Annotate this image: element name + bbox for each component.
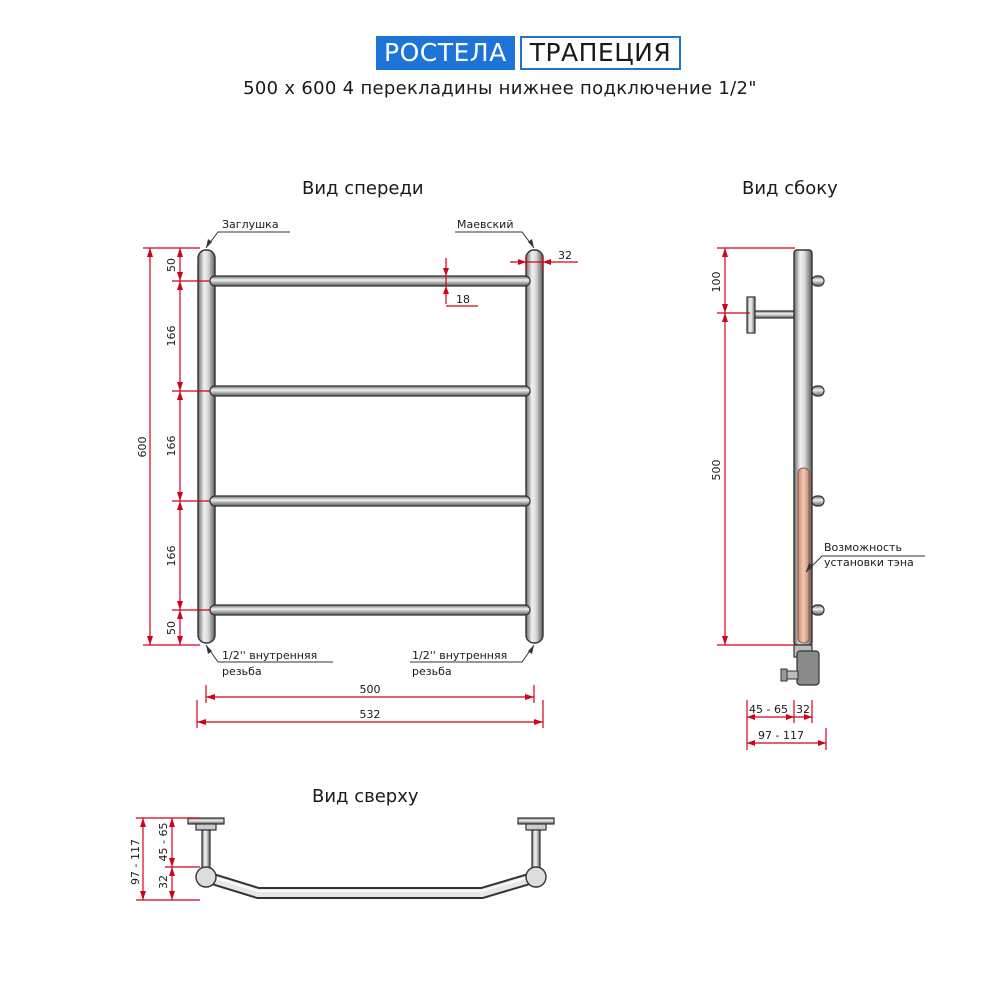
front-view bbox=[136, 218, 578, 728]
dim-total-height: 600 bbox=[136, 436, 149, 458]
dim-side-main: 500 bbox=[710, 459, 723, 481]
rung-3 bbox=[210, 496, 530, 506]
dim-spacing-3: 166 bbox=[165, 545, 178, 567]
label-thread-left-2: резьба bbox=[222, 665, 262, 678]
side-wall-mount bbox=[747, 297, 755, 333]
label-thread-right-1: 1/2'' внутренняя bbox=[412, 649, 508, 662]
rung-1 bbox=[210, 276, 530, 286]
dim-side-wall-gap: 45 - 65 bbox=[749, 703, 788, 716]
dim-side-total-depth: 97 - 117 bbox=[758, 729, 804, 742]
dim-bottom-offset: 50 bbox=[165, 621, 178, 635]
dim-top-total-depth: 97 - 117 bbox=[129, 839, 142, 885]
brand-name: РОСТЕЛА bbox=[376, 36, 515, 70]
dim-center-width: 500 bbox=[359, 683, 381, 696]
dim-pipe-diameter: 32 bbox=[558, 249, 572, 262]
dim-spacing-2: 166 bbox=[165, 435, 178, 457]
model-name: ТРАПЕЦИЯ bbox=[520, 36, 682, 70]
label-thread-right-2: резьба bbox=[412, 665, 452, 678]
side-heater bbox=[798, 468, 809, 643]
top-right-post bbox=[526, 867, 546, 887]
right-post bbox=[526, 250, 543, 643]
label-thread-left-1: 1/2'' внутренняя bbox=[222, 649, 318, 662]
dim-side-pipe: 32 bbox=[796, 703, 810, 716]
top-view-title: Вид сверху bbox=[312, 786, 419, 807]
dim-top-offset: 50 bbox=[165, 258, 178, 272]
dim-total-width: 532 bbox=[359, 708, 381, 721]
dim-top-pipe: 32 bbox=[157, 875, 170, 889]
side-bracket-rod bbox=[755, 311, 795, 318]
left-post bbox=[198, 250, 215, 643]
dim-spacing-1: 166 bbox=[165, 325, 178, 347]
dim-rung-diameter: 18 bbox=[456, 293, 470, 306]
label-plug: Заглушка bbox=[222, 218, 279, 231]
label-mayevsky: Маевский bbox=[457, 218, 514, 231]
product-subtitle: 500 х 600 4 перекладины нижнее подключение 1/2" bbox=[243, 78, 757, 99]
side-connector bbox=[797, 651, 819, 685]
dim-top-wall-gap: 45 - 65 bbox=[157, 822, 170, 862]
front-view-title: Вид спереди bbox=[302, 178, 424, 199]
top-view bbox=[129, 818, 554, 900]
side-view-title: Вид сбоку bbox=[742, 178, 838, 199]
dim-side-top: 100 bbox=[710, 271, 723, 293]
label-heater-1: Возможность bbox=[824, 541, 902, 554]
rung-2 bbox=[210, 386, 530, 396]
side-view bbox=[710, 248, 925, 750]
rung-4 bbox=[210, 605, 530, 615]
top-left-post bbox=[196, 867, 216, 887]
label-heater-2: установки тэна bbox=[824, 556, 914, 569]
